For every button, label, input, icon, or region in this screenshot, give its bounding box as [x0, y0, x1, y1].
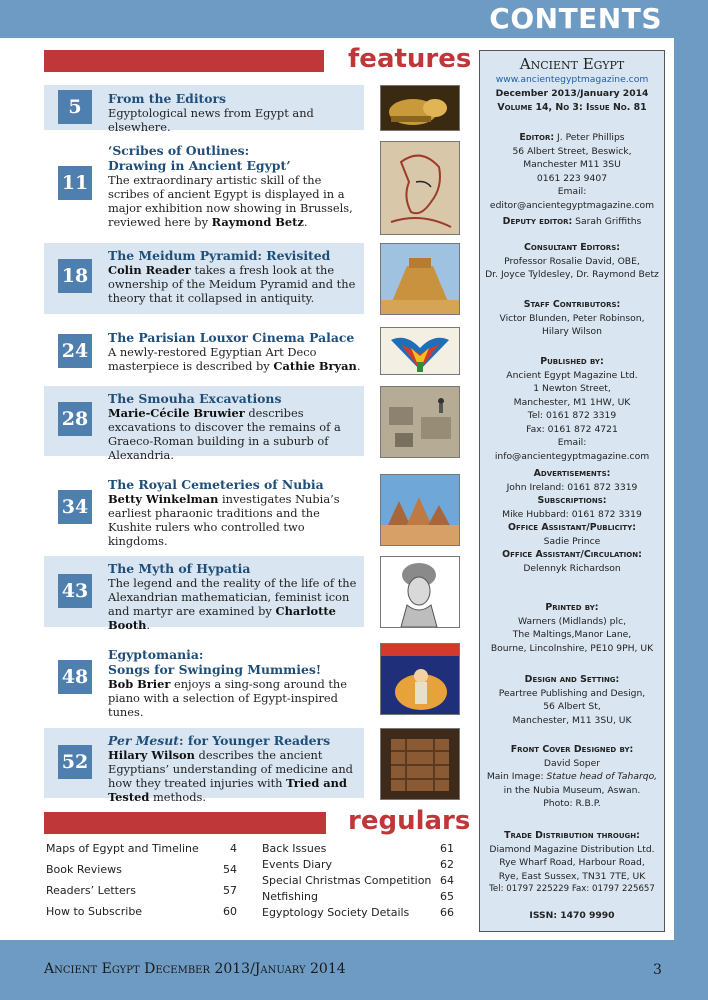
regulars-bar — [44, 812, 326, 834]
issn-number: ISSN: 1470 9990 — [529, 910, 615, 921]
regular-page: 66 — [440, 906, 454, 919]
page-number-badge: 11 — [58, 166, 92, 200]
regular-item[interactable] — [46, 841, 237, 857]
feature-text — [108, 391, 362, 462]
regular-item[interactable] — [46, 904, 237, 920]
printer-block: Printed by: Warners (Midlands) plc, The Maltings,Manor Lane, Bourne, Lincolnshire, PE10 9PH, UK — [490, 602, 654, 654]
feature-item[interactable] — [44, 85, 364, 134]
feature-description: Egyptological news from Egypt and elsewhere. — [108, 106, 314, 134]
issue-date: December 2013/January 2014 — [495, 88, 649, 99]
feature-item[interactable] — [44, 140, 364, 233]
features-heading: features — [348, 44, 472, 74]
website-link[interactable]: www.ancientegyptmagazine.com — [495, 74, 649, 85]
regular-label: Egyptology Society Details — [262, 906, 410, 919]
regular-item[interactable] — [262, 841, 454, 857]
feature-text — [108, 91, 362, 134]
feature-description: Marie-Cécile Bruwier describes excavations to discover the remains of a Graeco-Roman building in a suburb of Alexandria. — [108, 406, 341, 462]
regulars-list-right — [262, 841, 454, 923]
consultant-editors: Consultant Editors: Professor Rosalie David, OBE, Dr. Joyce Tyldesley, Dr. Raymond Betz — [485, 242, 659, 280]
feature-item[interactable] — [44, 643, 364, 719]
regular-label: Events Diary — [262, 858, 333, 871]
deputy-editor: Deputy editor: Sarah Griffiths — [502, 216, 642, 227]
page-number: 3 — [653, 962, 662, 978]
excavation-site-thumbnail — [380, 386, 460, 458]
regular-page: 64 — [440, 874, 454, 887]
ostracon-drawing-thumbnail — [380, 141, 460, 235]
regular-item[interactable] — [46, 883, 237, 899]
features-bar — [44, 50, 324, 72]
feature-item[interactable] — [44, 243, 364, 314]
feature-item[interactable] — [44, 556, 364, 632]
page-number-badge: 52 — [58, 745, 92, 779]
feature-item[interactable] — [44, 728, 364, 804]
page-number-badge: 28 — [58, 402, 92, 436]
sheet-music-thumbnail — [380, 643, 460, 715]
feature-title-line2: Drawing in Ancient Egypt’ — [108, 158, 291, 173]
feature-title: The Smouha Excavations — [108, 391, 282, 406]
feature-description: A newly-restored Egyptian Art Deco masterpiece is described by Cathie Bryan. — [108, 345, 361, 373]
regulars-heading: regulars — [348, 806, 471, 836]
page-number-badge: 34 — [58, 490, 92, 524]
golden-mask-thumbnail — [380, 85, 460, 131]
cover-credit-block: Front Cover Designed by: David Soper Main Image: Statue head of Taharqo, in the Nubia Museum, Aswan. Photo: R.B.P. — [486, 744, 658, 809]
regular-page: 57 — [223, 884, 237, 897]
nubian-pyramids-thumbnail — [380, 474, 460, 546]
regulars-list-left — [46, 841, 237, 923]
feature-text — [108, 248, 362, 305]
feature-description: The legend and the reality of the life of the Alexandrian mathematician, feminist icon and martyr are examined by Charlotte Booth. — [108, 576, 357, 632]
regular-label: Netfishing — [262, 890, 318, 903]
feature-item[interactable] — [44, 386, 364, 462]
feature-text — [108, 330, 362, 373]
regular-label: Maps of Egypt and Timeline — [46, 842, 199, 855]
design-block: Design and Setting: Peartree Publishing and Design, 56 Albert St, Manchester, M11 3SU, UK — [498, 674, 646, 726]
regular-item[interactable] — [262, 889, 454, 905]
regular-item[interactable] — [262, 857, 454, 873]
page-number-badge: 5 — [58, 90, 92, 124]
regular-page: 65 — [440, 890, 454, 903]
page-number-badge: 18 — [58, 259, 92, 293]
regular-page: 61 — [440, 842, 454, 855]
feature-title: ‘Scribes of Outlines: — [108, 143, 250, 158]
editor-block: Editor: J. Peter Phillips 56 Albert Street, Beswick, Manchester M11 3SU 0161 223 9407 Email: editor@ancientegyptmagazine.com — [489, 132, 655, 211]
regular-item[interactable] — [262, 873, 454, 889]
feature-title: The Royal Cemeteries of Nubia — [108, 477, 324, 492]
feature-title: Egyptomania: — [108, 647, 204, 662]
feature-item[interactable] — [44, 474, 364, 548]
art-deco-lotus-thumbnail — [380, 327, 460, 375]
feature-description: Colin Reader takes a fresh look at the ownership of the Meidum Pyramid and the theory that it collapsed in antiquity. — [108, 263, 356, 305]
footer-masthead: Ancient Egypt December 2013/January 2014 — [44, 961, 346, 977]
feature-title: Per Mesut: for Younger Readers — [108, 733, 331, 748]
regular-item[interactable] — [262, 905, 454, 921]
regular-page: 4 — [230, 842, 237, 855]
regular-item[interactable] — [46, 862, 237, 878]
regular-label: How to Subscribe — [46, 905, 143, 918]
meidum-pyramid-thumbnail — [380, 243, 460, 315]
regular-page: 54 — [223, 863, 237, 876]
feature-title-line2: Songs for Swinging Mummies! — [108, 662, 322, 677]
regular-page: 60 — [223, 905, 237, 918]
feature-text — [108, 561, 362, 632]
feature-text — [108, 647, 362, 719]
feature-title: The Meidum Pyramid: Revisited — [108, 248, 331, 263]
feature-item[interactable] — [44, 326, 364, 376]
feature-text — [108, 477, 362, 548]
page-number-badge: 48 — [58, 660, 92, 694]
volume-line: Volume 14, No 3: Issue No. 81 — [497, 102, 647, 113]
hypatia-portrait-thumbnail — [380, 556, 460, 628]
feature-description: Hilary Wilson describes the ancient Egyptians’ understanding of medicine and how they treated injuries with Tried and Tested methods. — [108, 748, 353, 804]
wooden-chest-thumbnail — [380, 728, 460, 800]
regular-label: Readers’ Letters — [46, 884, 137, 897]
contacts-block: Advertisements: John Ireland: 0161 872 3319 Subscriptions: Mike Hubbard: 0161 872 3319 Office Assistant/Publicity: Sadie Prince Office Assistant/Circulation: Delennyk Richardson — [502, 468, 642, 574]
feature-description: Bob Brier enjoys a sing-song around the piano with a selection of Egypt-inspired tunes. — [108, 677, 348, 719]
masthead-panel — [479, 50, 665, 932]
feature-title: From the Editors — [108, 91, 227, 106]
regular-label: Special Christmas Competition — [262, 874, 432, 887]
regular-label: Book Reviews — [46, 863, 122, 876]
page-number-badge: 43 — [58, 574, 92, 608]
feature-text — [108, 143, 362, 229]
trade-distribution-block: Trade Distribution through: Diamond Magazine Distribution Ltd. Rye Wharf Road, Harbour Road, Rye, East Sussex, TN31 7TE, UK Tel: 01797 225229 Fax: 01797 225657 — [489, 830, 655, 894]
feature-description: The extraordinary artistic skill of the scribes of ancient Egypt is displayed in a major exhibition now showing in Brussels, reviewed here by Raymond Betz. — [108, 173, 353, 229]
publisher-block: Published by: Ancient Egypt Magazine Ltd. 1 Newton Street, Manchester, M1 1HW, UK Tel: 0161 872 3319 Fax: 0161 872 4721 Email: info@ancientegyptmagazine.com — [494, 356, 650, 462]
page-number-badge: 24 — [58, 334, 92, 368]
staff-contributors: Staff Contributors: Victor Blunden, Peter Robinson, Hilary Wilson — [499, 299, 645, 337]
feature-description: Betty Winkelman investigates Nubia’s earliest pharaonic traditions and the Kushite rulers who controlled two kingdoms. — [108, 492, 340, 548]
masthead-title: Ancient Egypt — [519, 55, 625, 73]
page-title: CONTENTS — [489, 2, 662, 35]
feature-title: The Myth of Hypatia — [108, 561, 251, 576]
regular-page: 62 — [440, 858, 454, 871]
regular-label: Back Issues — [262, 842, 327, 855]
feature-title: The Parisian Louxor Cinema Palace — [108, 330, 355, 345]
feature-text — [108, 733, 362, 804]
